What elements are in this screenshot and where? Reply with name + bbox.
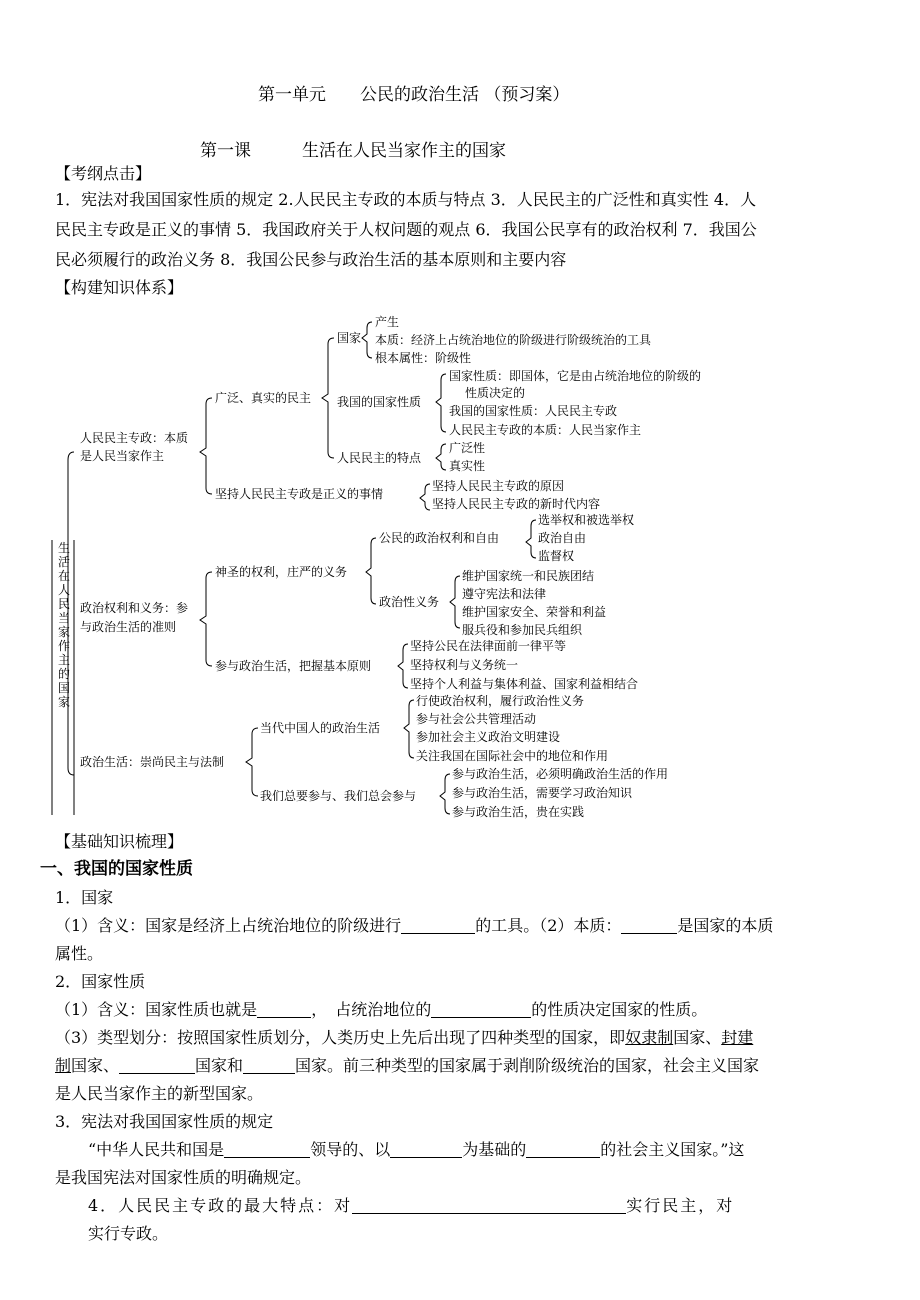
underlined-slavery: 奴隶制 [625, 1028, 674, 1047]
b1-xingzhi-item: 我国的国家性质：人民民主专政 [449, 404, 618, 418]
blank[interactable] [257, 1000, 311, 1018]
p3-text-c: 为基础的 [462, 1140, 527, 1159]
root-char: 在 [58, 569, 71, 583]
p2-text-4b: 国家和 [195, 1056, 244, 1075]
b2-c2-item: 坚持权利与义务统一 [410, 658, 519, 672]
blank[interactable] [390, 1140, 462, 1158]
exam-line-2: 民民主专政是正义的事情 5．我国政府关于人权问题的观点 6．我国公民享有的政治权利 7．我国公 [55, 220, 757, 239]
b3-label: 政治生活：崇尚民主与法制 [80, 755, 225, 769]
b1-tedian: 人民民主的特点 [337, 451, 422, 465]
blank[interactable] [243, 1056, 295, 1074]
root-char: 生 [58, 541, 71, 555]
exam-line-3: 民必须履行的政治义务 8．我国公民参与政治生活的基本原则和主要内容 [55, 250, 567, 269]
b2-yiwu-item: 服兵役和参加民兵组织 [462, 623, 583, 637]
p1-line-2: 属性。 [55, 944, 104, 963]
b3-c1: 当代中国人的政治生活 [260, 721, 381, 735]
b1-guojia-item: 产生 [375, 315, 400, 329]
b2-yiwu-item: 维护国家安全、荣誉和利益 [462, 605, 607, 619]
p1-heading: 1．国家 [55, 888, 114, 907]
exam-line-1: 1．宪法对我国国家性质的规定 2.人民民主专政的本质与特点 3．人民民主的广泛性和真实性 4．人 [55, 190, 757, 209]
p3-text-b: 领导的、以 [310, 1140, 391, 1159]
root-char: 人 [58, 583, 71, 597]
underlined-system: 制 [55, 1056, 72, 1075]
underlined-feudal: 封建 [721, 1028, 754, 1047]
p2-text-b: ， 占统治地位的 [311, 1000, 432, 1019]
b2-c2-item: 坚持个人利益与集体利益、国家利益相结合 [410, 677, 639, 691]
root-char: 作 [58, 639, 71, 653]
b2-bracket [200, 572, 212, 666]
p2-text-3b: 国家、 [673, 1028, 722, 1047]
p2-line-1 [55, 996, 875, 1023]
b3-c2-bracket [440, 774, 450, 814]
b1-c2: 坚持人民民主专政是正义的事情 [215, 487, 384, 501]
b1-tedian-bracket [436, 444, 446, 470]
p2-line-4: 是人民当家作主的新型国家。 [55, 1084, 264, 1103]
blank[interactable] [621, 916, 677, 934]
b3-c1-item: 关注我国在国际社会中的地位和作用 [416, 749, 609, 763]
blank[interactable] [224, 1140, 310, 1158]
p4-text-a: 4．人民民主专政的最大特点：对 [88, 1196, 353, 1215]
b2-c2: 参与政治生活，把握基本原则 [215, 659, 372, 673]
root-char: 民 [58, 597, 71, 611]
blank[interactable] [526, 1140, 600, 1158]
b1-xingzhi-item: 人民民主专政的本质：人民当家作主 [449, 423, 642, 437]
b1-c1: 广泛、真实的民主 [215, 391, 312, 405]
b1-tedian-item: 广泛性 [449, 441, 486, 455]
root-char: 国 [58, 681, 71, 695]
p2-line-3 [55, 1052, 875, 1079]
p4-line-1 [88, 1192, 878, 1219]
root-char: 当 [58, 611, 71, 625]
b2-yiwu-bracket [450, 576, 460, 628]
b1-c2-item: 坚持人民民主专政的新时代内容 [432, 497, 601, 511]
section-basic-heading: 【基础知识梳理】 [55, 832, 184, 851]
b1-xingzhi-item: 国家性质：即国体，它是由占统治地位的阶级的 [449, 369, 702, 383]
b3-c2-item: 参与政治生活，需要学习政治知识 [452, 786, 633, 800]
b1-xingzhi-item: 性质决定的 [465, 386, 526, 400]
p3-line-2: 是我国宪法对国家性质的明确规定。 [55, 1168, 312, 1187]
b1-guojia-item: 根本属性：阶级性 [375, 351, 472, 365]
b2-yiwu: 政治性义务 [379, 595, 440, 609]
b3-bracket [246, 728, 258, 796]
p1-text-a: （1）含义：国家是经济上占统治地位的阶级进行 [55, 916, 402, 935]
p2-line-2 [55, 1024, 875, 1051]
b1-tedian-item: 真实性 [449, 459, 486, 473]
lesson-title: 第一课 生活在人民当家作主的国家 [200, 141, 506, 161]
b2-c2-item: 坚持公民在法律面前一律平等 [410, 639, 567, 653]
b1-c1-bracket [322, 338, 334, 458]
p1-line-1 [55, 912, 875, 939]
b3-c1-bracket [404, 700, 414, 758]
b1-xingzhi-bracket [436, 374, 446, 432]
section-tree-heading: 【构建知识体系】 [55, 278, 184, 297]
b2-quanli: 公民的政治权利和自由 [379, 531, 500, 545]
b3-c1-item: 参与社会公共管理活动 [416, 712, 537, 726]
blank[interactable] [401, 916, 475, 934]
b1-xingzhi: 我国的国家性质 [337, 395, 422, 409]
b3-c2-item: 参与政治生活，必须明确政治生活的作用 [452, 767, 669, 781]
p2-text-c: 的性质决定国家的性质。 [531, 1000, 708, 1019]
b2-quanli-item: 政治自由 [538, 531, 587, 545]
b1-guojia: 国家 [337, 331, 362, 345]
p2-text-4a: 国家、 [71, 1056, 120, 1075]
p2-heading: 2．国家性质 [55, 972, 146, 991]
b3-c1-item: 行使政治权利，履行政治性义务 [416, 694, 585, 708]
blank[interactable] [352, 1196, 626, 1214]
p3-text-a: “中华人民共和国是 [88, 1140, 225, 1159]
b1-c2-bracket [420, 484, 430, 510]
b3-c2-item: 参与政治生活，贵在实践 [452, 805, 585, 819]
b1-guojia-item: 本质：经济上占统治地位的阶级进行阶级统治的工具 [375, 333, 652, 347]
p4-line-2: 实行专政。 [88, 1224, 169, 1243]
p2-text-a: （1）含义：国家性质也就是 [55, 1000, 258, 1019]
p1-text-b: 的工具。（2）本质： [475, 916, 622, 935]
root-char: 家 [58, 695, 71, 709]
b2-yiwu-item: 维护国家统一和民族团结 [462, 569, 595, 583]
p2-text-3a: （3）类型划分：按照国家性质划分，人类历史上先后出现了四种类型的国家，即 [55, 1028, 626, 1047]
b3-c1-item: 参加社会主义政治文明建设 [416, 730, 561, 744]
b2-quanli-item: 监督权 [538, 549, 575, 563]
blank[interactable] [119, 1056, 195, 1074]
b2-quanli-item: 选举权和被选举权 [538, 513, 635, 527]
root-char: 活 [58, 555, 71, 569]
p4-text-b: 实行民主，对 [626, 1196, 735, 1215]
b1-label-1: 人民民主专政：本质 [80, 431, 189, 445]
b2-c1-bracket [366, 538, 376, 604]
b3-c2: 我们总要参与、我们总会参与 [260, 789, 417, 803]
root-char: 主 [58, 653, 71, 667]
blank[interactable] [431, 1000, 531, 1018]
root-char: 的 [58, 667, 71, 681]
p3-line-1 [88, 1136, 878, 1163]
b1-c2-item: 坚持人民民主专政的原因 [432, 479, 565, 493]
b1-bracket [200, 398, 212, 494]
section-exam-heading: 【考纲点击】 [55, 164, 152, 183]
b1-guojia-bracket [362, 322, 372, 358]
unit-title: 第一单元 公民的政治生活 （预习案） [258, 85, 570, 105]
b1-label-2: 是人民当家作主 [80, 449, 165, 463]
p3-heading: 3．宪法对我国国家性质的规定 [55, 1112, 274, 1131]
b2-c2-bracket [398, 644, 408, 688]
part1-heading: 一、我国的国家性质 [40, 859, 193, 879]
p1-text-c: 是国家的本质 [677, 916, 774, 935]
b2-c1: 神圣的权利，庄严的义务 [215, 565, 348, 579]
b2-yiwu-item: 遵守宪法和法律 [462, 587, 547, 601]
b2-label-2: 与政治生活的准则 [80, 620, 177, 634]
p3-text-d: 的社会主义国家。”这 [600, 1140, 745, 1159]
p2-text-4c: 国家。前三种类型的国家属于剥削阶级统治的国家，社会主义国家 [295, 1056, 760, 1075]
b2-quanli-bracket [526, 520, 536, 558]
root-char: 家 [58, 625, 71, 639]
b2-label-1: 政治权利和义务：参 [80, 601, 189, 615]
